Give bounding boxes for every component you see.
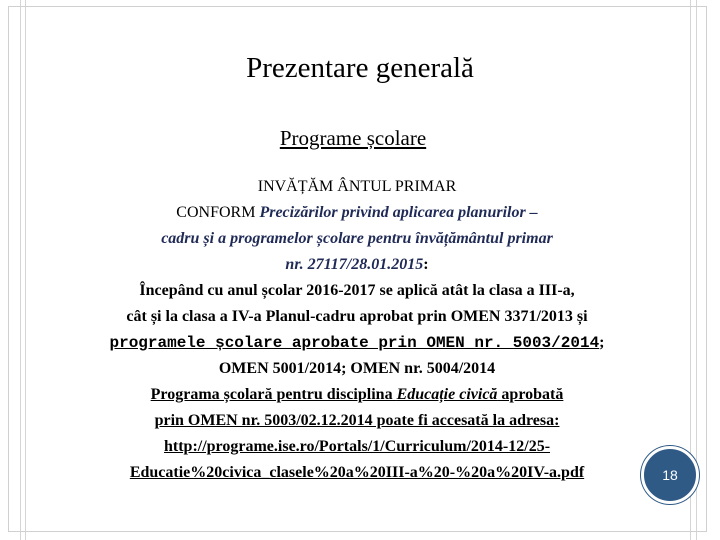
colon: :	[423, 256, 429, 273]
slide-body	[80, 174, 634, 486]
conform-label: CONFORM	[176, 204, 260, 221]
heading-primary-education: INVĂȚĂM ÂNTUL PRIMAR	[257, 178, 457, 195]
body-line-9	[80, 382, 634, 408]
slide-subtitle: Programe școlare	[279, 126, 427, 150]
programe-link-part-2[interactable]: Educatie%20civica_clasele%20a%20III-a%20-%20a%20IV-a.pdf	[129, 464, 585, 481]
body-line-5: Începând cu anul școlar 2016-2017 se aplică atât la clasa a III-a,	[139, 282, 575, 299]
body-line-4	[80, 252, 634, 278]
body-line-1	[80, 174, 634, 200]
aprobata-text: aprobată	[497, 386, 564, 403]
body-line-2	[80, 200, 634, 226]
programe-omen-5003: programele școlare aprobate prin OMEN nr. 5003/2014	[109, 334, 600, 352]
educatie-civica-text: Educație civică	[396, 386, 498, 403]
body-line-3: cadru și a programelor școlare pentru învățământul primar	[161, 230, 553, 247]
programa-scolara-text: Programa școlară pentru disciplina	[150, 386, 397, 403]
semicolon: ;	[599, 334, 605, 351]
body-line-10: prin OMEN nr. 5003/02.12.2014 poate fi accesată la adresa:	[154, 412, 560, 429]
programe-link-part-1[interactable]: http://programe.ise.ro/Portals/1/Curriculum/2014-12/25-	[163, 438, 551, 455]
precizari-reference: Precizărilor privind aplicarea planurilor –	[259, 204, 538, 221]
slide-title: Prezentare generală	[246, 52, 474, 84]
body-line-7	[80, 330, 634, 356]
document-number: nr. 27117/28.01.2015	[285, 256, 424, 273]
page-number-badge: 18	[641, 446, 699, 504]
body-line-6: cât și la clasa a IV-a Planul-cadru aprobat prin OMEN 3371/2013 și	[126, 308, 588, 325]
body-line-8: OMEN 5001/2014; OMEN nr. 5004/2014	[218, 360, 496, 377]
